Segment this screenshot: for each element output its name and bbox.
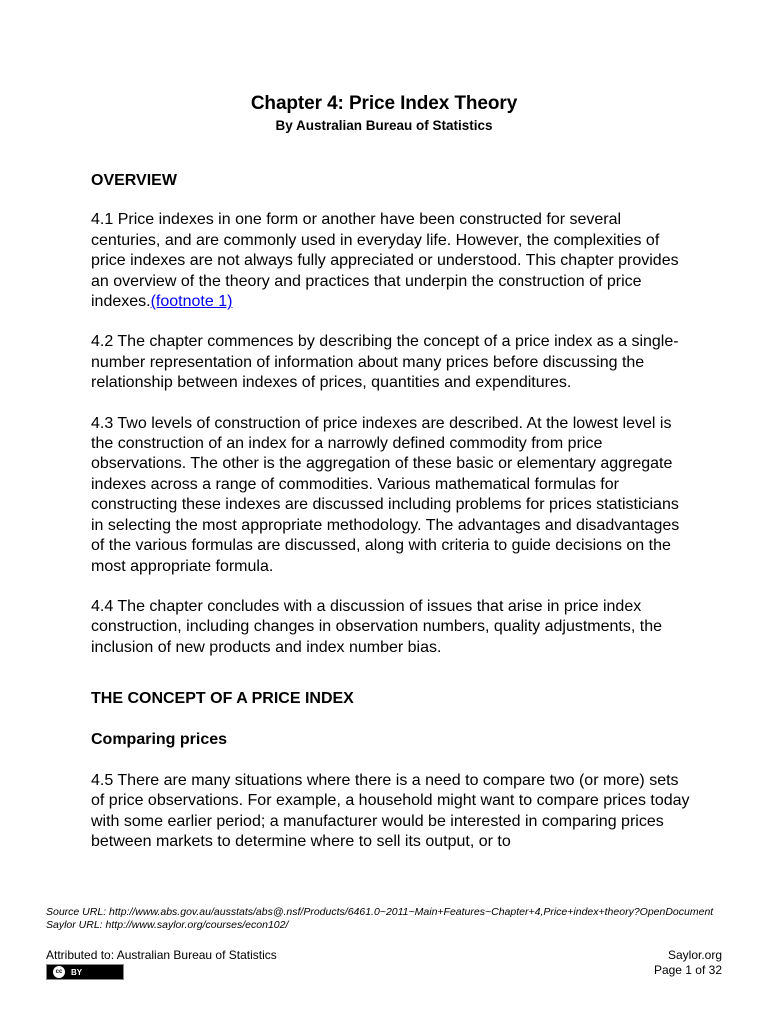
comparing-prices-heading: Comparing prices [91,730,228,748]
page-subtitle: By Australian Bureau of Statistics [275,118,493,133]
saylor-page-info [654,948,722,978]
overview-heading: OVERVIEW [91,172,177,189]
footnote-1-link[interactable]: (footnote 1) [150,293,233,311]
page-number: Page 1 of 32 [653,963,722,977]
document-body [91,171,691,873]
paragraph-4-2: 4.2 The chapter commences by describing the concept of a price index as a single-number representation of information about many prices before discussing the relationship between indexes of prices, quantities and expenditures. [91,333,679,392]
attribution-text: Attributed to: Australian Bureau of Statistics [46,948,277,962]
paragraph-4-3: 4.3 Two levels of construction of price indexes are described. At the lowest level is the construction of an index for a narrowly defined commodity from price observations. The other is the aggregation of these basic or elementary aggregate indexes across a range of commodities. Various mathematical formulas for constructing these indexes are discussed including problems for prices statisticians in selecting the most appropriate methodology. The advantages and disadvantages of the various formulas are discussed, along with criteria to guide decisions on the most appropriate formula. [91,414,680,575]
source-url: Source URL: http://www.abs.gov.au/ausstats/abs@.nsf/Products/6461.0~2011~Main+Features~Chapter+4,Price+index+theory?OpenDocument [46,906,714,918]
creative-commons-icon: cc [53,966,65,978]
paragraph-text: 4.1 Price indexes in one form or another have been constructed for several centuries, and are commonly used in everyday life. However, the complexities of price indexes are not always fully appreciated or understood. This chapter provides an overview of the theory and practices that underpin the construction of price indexes. [91,211,679,311]
page-title: Chapter 4: Price Index Theory [250,93,518,114]
source-footer [46,906,746,931]
paragraph-4-1 [91,210,691,312]
paragraph-4-5: 4.5 There are many situations where there is a need to compare two (or more) sets of price observations. For example, a household might want to compare prices today with some earlier period; a manufacturer would be interested in comparing prices between markets to determine where to sell its output, or to [91,771,690,851]
concept-heading: THE CONCEPT OF A PRICE INDEX [91,690,354,708]
saylor-org-label: Saylor.org [667,948,722,962]
cc-by-license-badge [46,964,124,980]
saylor-url: Saylor URL: http://www.saylor.org/courses/econ102/ [46,918,289,931]
cc-by-label: BY [71,967,83,977]
paragraph-4-4: 4.4 The chapter concludes with a discussion of issues that arise in price index construction, including changes in observation numbers, quality adjustments, the inclusion of new products and index number bias. [91,597,662,656]
